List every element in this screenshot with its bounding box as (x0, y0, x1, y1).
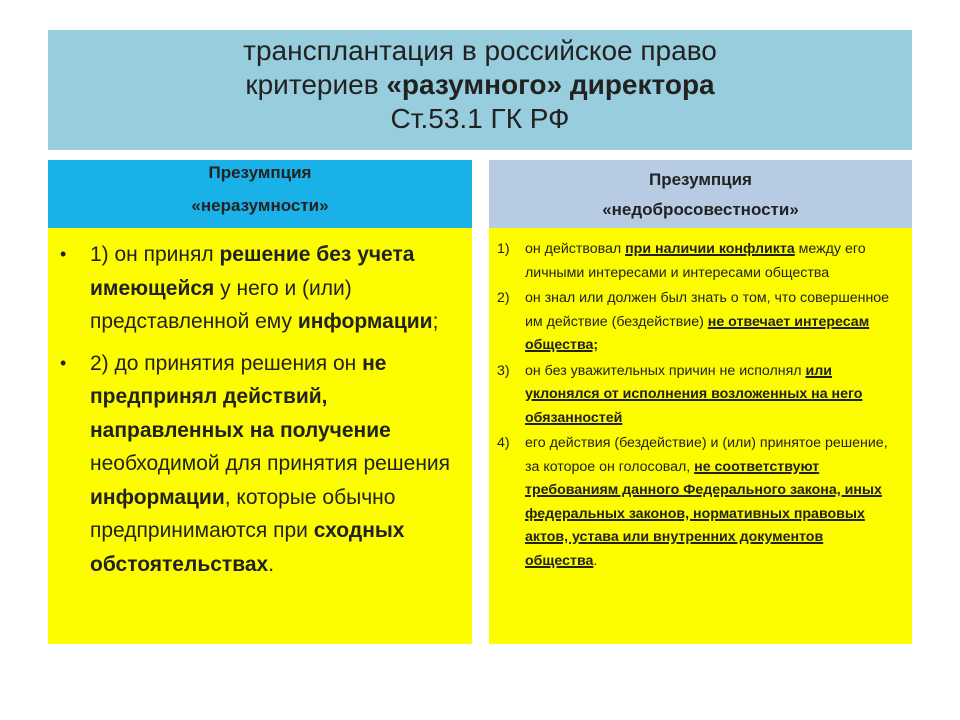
item-bold-text: сходных обстоятельствах (90, 519, 405, 576)
list-item (497, 287, 898, 358)
item-number: 1) (497, 241, 510, 257)
item-text: он знал или должен был знать о том, что совершенное им действие (бездействие) (525, 290, 890, 330)
list-item (497, 238, 898, 285)
title-line-3: Ст.53.1 ГК РФ (390, 103, 570, 134)
left-header-line-2: «неразумности» (191, 196, 329, 215)
item-bold-text: информации (90, 485, 225, 509)
item-text: между его личными интересами и интересами общества (525, 241, 866, 281)
right-column-header (489, 160, 912, 228)
list-item (60, 347, 456, 582)
item-number: 4) (497, 435, 510, 451)
item-text: его действия (бездействие) и (или) принятое решение, за которое он голосовал, (525, 435, 888, 475)
item-text: 2) до принятия решения он (90, 351, 363, 375)
item-underlined-text: не соответствуют требованиям данного Федерального закона, иных федеральных законов, нормативных правовых актов, устава или внутренних документов общества (525, 458, 882, 569)
left-column-body (48, 228, 472, 644)
right-numbered-list (489, 228, 912, 573)
item-bold-text: решение без учета имеющейся (90, 243, 415, 300)
item-text: . (268, 552, 275, 576)
left-column-header (48, 160, 472, 228)
item-number: 2) (497, 290, 510, 306)
item-bold-text: информации (297, 310, 433, 333)
item-underlined-text: при наличии конфликта (625, 241, 795, 257)
item-text: ; (432, 310, 439, 333)
bullet-icon: • (60, 244, 67, 264)
item-text: необходимой для принятия решения (90, 452, 451, 475)
item-number: 3) (497, 362, 510, 379)
left-header-line-1: Презумпция (208, 163, 312, 182)
item-text: он действовал (525, 241, 626, 257)
item-text: у него и (или) представленной ему (90, 276, 352, 333)
item-text: он без уважительных причин не исполнял (525, 362, 806, 379)
left-bullet-list (48, 228, 472, 581)
item-text: . (593, 552, 598, 569)
item-text: 1) он принял (90, 243, 220, 266)
title-line-2-prefix: критериев (245, 69, 387, 100)
list-item (60, 238, 456, 339)
item-underlined-text: или уклонялся от исполнения возложенных на него обязанностей (525, 362, 863, 426)
right-header-line-1: Презумпция (649, 170, 752, 189)
list-item (497, 360, 898, 431)
bullet-icon: • (60, 352, 67, 373)
right-header-line-2: «недобросовестности» (602, 200, 799, 219)
title-banner (48, 30, 912, 150)
title-line-2 (48, 68, 912, 102)
title-line-1: трансплантация в российское право (243, 35, 717, 66)
item-underlined-text: не отвечает интересам общества; (525, 313, 870, 353)
title-line-2-bold: «разумного» директора (386, 69, 715, 100)
item-text: , которые обычно предпринимаются при (90, 485, 396, 542)
right-column-body (489, 228, 912, 644)
list-item (497, 432, 898, 573)
item-bold-text: не предпринял действий, направленных на получение (90, 351, 391, 442)
